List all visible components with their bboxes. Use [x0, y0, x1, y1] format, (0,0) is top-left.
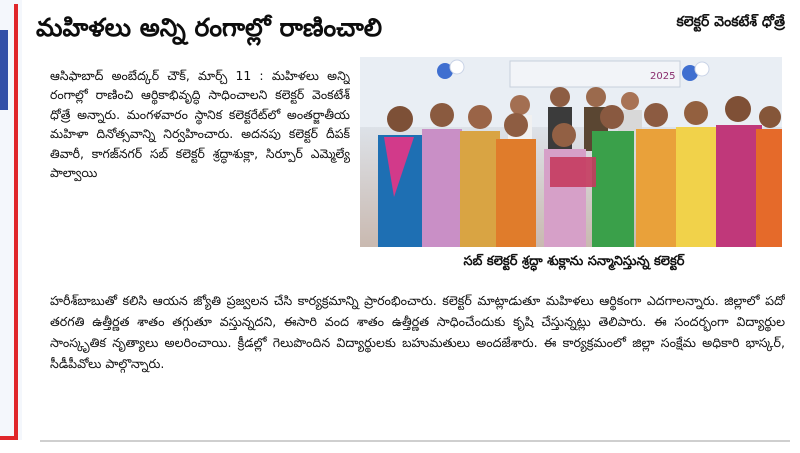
article-body-intro: ఆసిఫాబాద్ అంబేద్కర్ చౌక్, మార్చ్ 11 : మహిళలు అన్ని రంగాల్లో రాణించి ఆర్థికాభివృద్ధి సాధించాలని కలెక్టర్ వెంకటేశ్ ధోత్రే అన్నారు. మంగళవారం స్థానిక కలెక్టరేట్‌లో అంతర్జాతీయ మహిళా దినోత్సవాన్ని నిర్వహించారు. అదనపు కలెక్టర్ దీపక్ తివారీ, కాగజ్‌నగర్ సబ్ కలెక్టర్ శ్రద్ధాశుక్లా, సిర్పూర్ ఎమ్మెల్యే పాల్వాయి: [50, 68, 350, 181]
article-headline: మహిళలు అన్ని రంగాల్లో రాణించాలి: [36, 13, 383, 42]
event-photo-illustration: [360, 57, 782, 247]
article-byline: కలెక్టర్ వెంకటేశ్ ధోత్రే: [676, 14, 785, 30]
article-body-rest: హరీశ్‌బాబుతో కలిసి ఆయన జ్యోతి ప్రజ్వలన చేసి కార్యక్రమాన్ని ప్రారంభించారు. కలెక్టర్ మాట్లాడుతూ మహిళలు ఆర్థికంగా ఎదగాలన్నారు. జిల్లాలో పదో తరగతి ఉత్తీర్ణత శాతం తగ్గుతూ వస్తున్నదని, ఈసారి వంద శాతం ఉత్తీర్ణత సాధించేందుకు కృషి చేస్తున్నట్లు తెలిపారు. ఈ సందర్భంగా విద్యార్థుల సాంస్కృతిక నృత్యాలు అలరించాయి. క్రీడల్లో గెలుపొందిన విద్యార్థులకు బహుమతులు అందజేశారు. ఈ కార్యక్రమంలో జిల్లా సంక్షేమ అధికారి భాస్కర్, సీడీపీవోలు పాల్గొన్నారు.: [50, 293, 785, 371]
clipping-red-border: [14, 4, 18, 440]
banner-year: 2025: [650, 71, 676, 82]
clipping-red-border-bottom: [0, 436, 18, 440]
bottom-divider: [40, 440, 790, 442]
article-photo: [360, 57, 782, 247]
photo-caption: సబ్ కలెక్టర్ శ్రద్ధా శుక్లాను సన్మానిస్తున్న కలెక్టర్: [463, 254, 685, 269]
previous-clipping-blue-block: [0, 30, 8, 110]
